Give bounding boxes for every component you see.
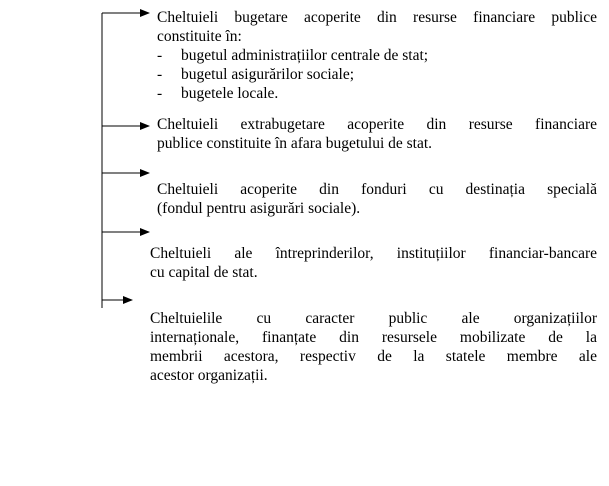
category-3-line-2: (fondul pentru asigurări sociale). — [157, 200, 361, 217]
category-budgetary-expenditures — [157, 8, 597, 103]
category-5-line-4: acestor organizații. — [150, 367, 268, 384]
category-extrabudgetary-expenditures — [157, 115, 597, 153]
category-international-organizations-expenditures — [150, 309, 597, 385]
category-2-line-1: Cheltuieli extrabugetare acoperite din resurse financiare — [157, 116, 597, 133]
category-1-line-1: Cheltuieli bugetare acoperite din resurse financiare publice — [157, 9, 597, 26]
list-item-text: bugetul asigurărilor sociale; — [181, 66, 355, 83]
category-3-line-1: Cheltuieli acoperite din fonduri cu destinația specială — [157, 181, 597, 198]
list-dash: - — [157, 66, 163, 83]
category-special-funds-expenditures — [157, 180, 597, 218]
category-2-line-2: publice constituite în afara bugetului de stat. — [157, 135, 433, 152]
category-state-enterprises-expenditures — [150, 244, 597, 282]
category-4-line-2: cu capital de stat. — [150, 264, 258, 281]
category-4-line-1: Cheltuieli ale întreprinderilor, instituțiilor financiar-bancare — [150, 245, 597, 262]
category-1-line-2: constituite în: — [157, 28, 242, 45]
category-5-line-1: Cheltuielile cu caracter public ale organizațiilor — [150, 310, 597, 327]
list-item — [157, 65, 597, 84]
category-5-line-2: internaționale, finanțate din resursele mobilizate de la — [150, 329, 597, 346]
category-5-line-3: membrii acestora, respectiv de la statele membre ale — [150, 348, 597, 365]
list-item — [157, 84, 597, 103]
list-item-text: bugetele locale. — [181, 85, 279, 102]
list-dash: - — [157, 47, 163, 64]
list-dash: - — [157, 85, 163, 102]
list-item-text: bugetul administrațiilor centrale de stat; — [181, 47, 429, 64]
budget-sources-list — [157, 46, 597, 103]
list-item — [157, 46, 597, 65]
